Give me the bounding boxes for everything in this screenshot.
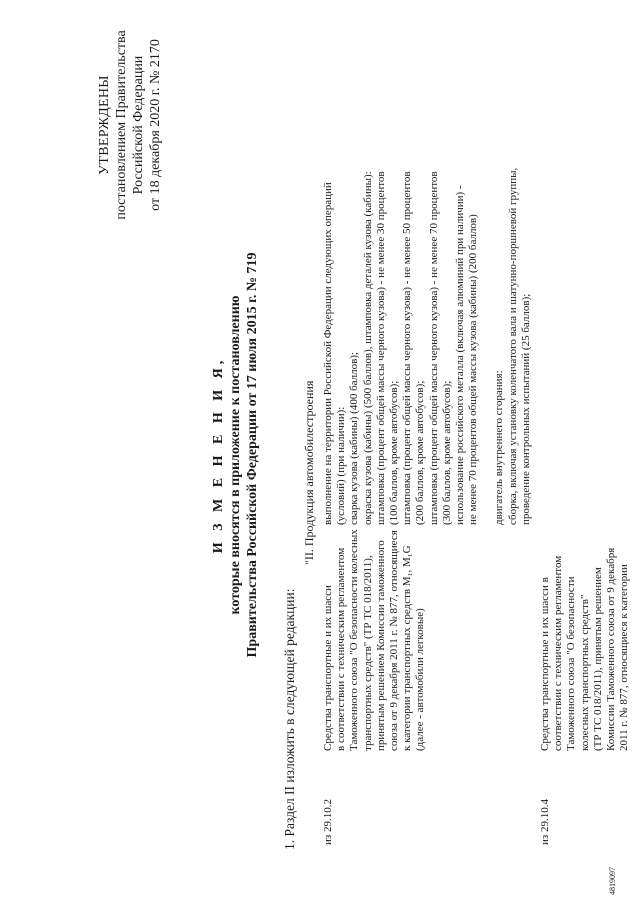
description-line: принятым решением Комиссии таможенного xyxy=(374,540,387,751)
requirement-line: (100 баллов, кроме автобусов); xyxy=(388,380,401,525)
requirement-line: использование российского металла (включая алюминий при наличии) - xyxy=(454,185,467,525)
requirement-line: штамповка (процент общей массы черного кузова) - не менее 50 процентов xyxy=(401,171,414,525)
table-row xyxy=(539,15,631,845)
description-line: (далее - автомобили легковые) xyxy=(414,608,427,751)
product-description xyxy=(539,525,631,751)
amendment-instruction: 1. Раздел II изложить в следующей редакции: xyxy=(282,588,297,850)
heading-title: И З М Е Н Е Н И Я, xyxy=(211,356,226,554)
description-line: в соответствии с техническим регламентом xyxy=(335,547,348,751)
requirement-line: (условий) (при наличии): xyxy=(335,406,348,525)
description-line: Таможенного союза "О безопасности xyxy=(565,576,578,751)
product-code: из 29.10.4 xyxy=(539,799,552,845)
approval-line: постановлением Правительства xyxy=(114,30,129,220)
requirement-line: окраска кузова (кабины) (500 баллов), штамповка деталей кузова (кабины): xyxy=(361,171,374,525)
approval-title: УТВЕРЖДЕНЫ xyxy=(97,75,112,175)
description-line: транспортных средств" (ТР ТС 018/2011), xyxy=(361,555,374,751)
document-code: 4819097 xyxy=(608,867,617,895)
requirement-line: сварка кузова (кабины) (400 баллов); xyxy=(348,351,361,525)
requirement-line: выполнение на территории Российской Федерации следующих операций xyxy=(322,182,334,525)
description-line: Средства транспортные и их шасси xyxy=(322,585,334,751)
section-title: "II. Продукция автомобилестроения xyxy=(302,380,316,565)
requirement-line: штамповка (процент общей массы черного кузова) - не менее 30 процентов xyxy=(374,171,387,525)
table-row xyxy=(322,15,533,845)
requirement-line: штамповка (процент общей массы черного кузова) - не менее 70 процентов xyxy=(427,171,440,525)
description-line: колесных транспортных средств" xyxy=(578,594,591,751)
requirement-line: (300 баллов, кроме автобусов); xyxy=(440,380,453,525)
approval-block xyxy=(96,10,164,240)
heading-subtitle: Правительства Российской Федерации от 17 июля 2015 г. № 719 xyxy=(245,252,260,658)
description-line: 2011 г. № 877, относящиеся к категории xyxy=(618,564,631,751)
description-line: к категории транспортных средств M₁, M₁G xyxy=(401,545,414,751)
requirements-list xyxy=(322,15,533,525)
requirement-line: двигатель внутреннего сгорания: xyxy=(493,370,506,525)
description-line: Средства транспортные и их шасси в xyxy=(539,577,552,751)
requirement-line: (200 баллов, кроме автобусов); xyxy=(414,380,427,525)
product-description xyxy=(322,525,533,751)
requirement-line: не менее 70 процентов общей массы кузова (кабины) (200 баллов) xyxy=(467,214,480,525)
approval-line: от 18 декабря 2020 г. № 2170 xyxy=(148,39,163,211)
description-line: соответствии с техническим регламентом xyxy=(552,555,565,751)
description-line: (ТР ТС 018/2011), принятым решением xyxy=(591,567,604,751)
approval-line: Российской Федерации xyxy=(131,55,146,195)
requirement-spacer xyxy=(480,15,493,525)
description-line: союза от 9 декабря 2011 г. № 877, относящиеся xyxy=(388,530,401,751)
document-heading xyxy=(210,155,261,755)
description-line: Таможенного союза "О безопасности колесных xyxy=(348,529,361,751)
description-line: Комиссии Таможенного союза от 9 декабря xyxy=(605,547,618,751)
products-table xyxy=(322,15,631,845)
product-code: из 29.10.2 xyxy=(322,799,334,845)
heading-subtitle: которые вносятся в приложение к постановлению xyxy=(228,295,243,615)
requirement-line: сборка, включая установку коленчатого вала и шатунно-поршневой группы, xyxy=(506,167,519,525)
requirements-list xyxy=(539,15,631,525)
requirement-line: проведение контрольных испытаний (25 баллов); xyxy=(519,293,532,525)
